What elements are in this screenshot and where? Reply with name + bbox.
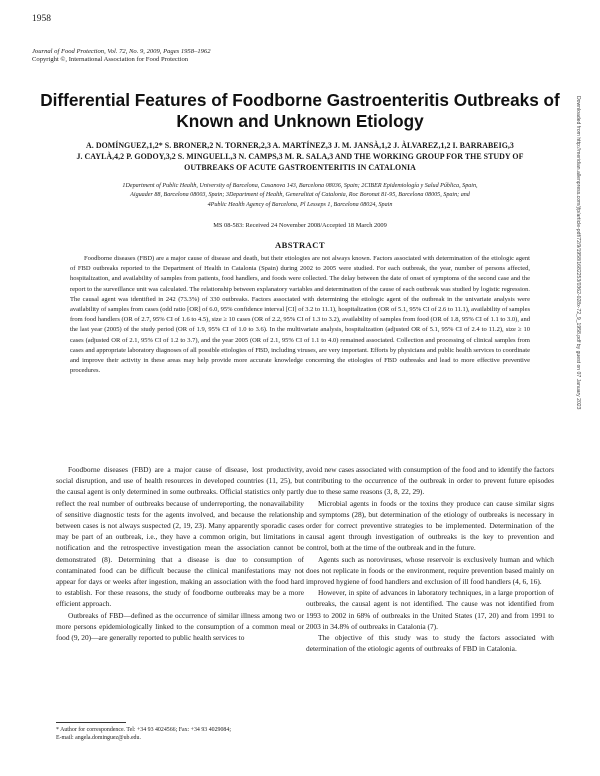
authors-line-3: OUTBREAKS OF ACUTE GASTROENTERITIS IN CATALONIA <box>184 163 416 172</box>
affiliation-line-1: 1Department of Public Health, University of Barcelona, Casanova 143, Barcelona 08036, Spain; 2CIBER Epidemiología y Salud Pública, Spain, <box>122 183 478 189</box>
body-paragraph: avoid new cases associated with consumption of the food and to identify the factors contributing to the occurrence of the outbreak in order to prevent future episodes due to these same reasons (3, 8, 22, 29). <box>306 465 554 497</box>
affiliation-line-3: 4Public Health Agency of Barcelona, Pl Lesseps 1, Barcelona 08024, Spain <box>207 201 393 208</box>
body-paragraph: Foodborne diseases (FBD) are a major cause of disease, lost productivity, social disruption, and use of health resources in developed countries (11, 25), but the causal agent is only determined in some outbreaks. Official statistics only partly reflect the real number of outbreaks because of underreporting, the nonavailability of sensitive diagnostic tests for the agents involved, and because the relationship between cases is not always suspected (2, 19, 23). Many apparently sporadic cases may be part of an outbreak, i.e., they have a common origin, but limitations in notification and the retrospective investigation mean the association cannot be demonstrated (8). Determining that a disease is due to consumption of contaminated food can be difficult because the clinical manifestations may not appear for days or weeks after ingestion, making an association with the food hard to establish. For these reasons, the study of foodborne outbreaks may be a more efficient approach. <box>56 465 304 609</box>
page-number: 1958 <box>32 14 51 24</box>
copyright-line: Copyright ©, International Association for Food Protection <box>32 56 189 64</box>
abstract-heading: ABSTRACT <box>275 240 325 250</box>
manuscript-dates: MS 08-583: Received 24 November 2008/Accepted 18 March 2009 <box>213 222 387 229</box>
correspondence-footnote <box>56 726 304 743</box>
abstract-text: Foodborne diseases (FBD) are a major cause of disease and death, but their etiologies are not always known. Factors associated with determination of the etiologic agent of FBD outbreaks reported to the Department of Health in Catalonia (Spain) during 2002 to 2005 were studied. For each outbreak, the year, number of persons affected, hospitalization, and availability of samples from patients, food handlers, and foods were collected. The delay between the date of onset of symptoms of the second case and the report to the surveillance unit was calculated. The relationship between explanatory variables and determination of the cause of each outbreak was studied by logistic regression. The causal agent was identified in 242 (73.3%) of 330 outbreaks. Factors associated with determining the etiologic agent of the outbreak in the univariate analysis were availability of samples from cases (odd ratio [OR] of 6.0, 95% confidence interval [CI] of 3.2 to 11.1), hospitalization (OR of 5.1, 95% CI of 2.6 to 11.1), availability of samples from food handlers (OR of 2.7, 95% CI of 1.6 to 4.5), size ≥ 10 cases (OR of 2.2, 95% CI of 1.3 to 3.2), availability of samples from food (OR of 1.8, 95% CI of 1.1 to 3.0), and the last year (2005) of the study period (OR of 1.9, 95% CI of 1.0 to 3.6). In the multivariate analysis, hospitalization (adjusted OR of 5.1, 95% CI of 2.4 to 11.2), size ≥ 10 cases (adjusted OR of 2.1, 95% CI of 1.2 to 3.7), and the year 2005 (OR of 2.1, 95% CI of 1.1 to 4.0) remained associated. Collection and processing of clinical samples from cases and appropriate laboratory diagnoses of all possible etiologies of FBD, including viruses, are very important. Efforts by physicians and public health services to coordinate and improve their activity in these areas may help provide more accurate knowledge concerning the etiologies of FBD outbreaks and lead to more effective preventive procedures. <box>70 255 530 375</box>
affiliations <box>48 182 552 210</box>
body-paragraph: Outbreaks of FBD—defined as the occurrence of similar illness among two or more persons epidemiologically linked to the consumption of a common meal or food (9, 20)—are generally reported to public health services to <box>56 610 304 643</box>
affiliation-line-2: Aiguader 88, Barcelona 08003, Spain; 3Department of Health, Generalitat of Catalonia, Roc Boronat 81-95, Barcelona 08005, Spain; and <box>130 192 470 199</box>
journal-line: Journal of Food Protection, Vol. 72, No. 9, 2009, Pages 1958–1962 <box>32 48 211 55</box>
title-line-2: Known and Unknown Etiology <box>176 111 424 131</box>
footnote-line-2: E-mail: angela.dominguez@ub.edu. <box>56 735 141 742</box>
authors-line-2: J. CAYLÀ,4,2 P. GODOY,3,2 S. MINGUELL,3 N. CAMPS,3 M. R. SALA,3 AND THE WORKING GROUP FOR THE STUDY OF <box>76 152 524 161</box>
author-list <box>40 140 560 173</box>
body-paragraph: Microbial agents in foods or the toxins they produce can cause similar signs and symptoms (28), but determination of the etiology of outbreaks is necessary in order for correct preventive strategies to be implemented. Determination of the causal agent through investigation of outbreaks is the key to prevention and control, both at the time of the outbreak and in the future. <box>306 498 554 553</box>
footnote-line-1: * Author for correspondence. Tel: +34 93 4024566; Fax: +34 93 4029084; <box>56 727 231 733</box>
body-paragraph: The objective of this study was to study the factors associated with determination of the etiologic agents of outbreaks of FBD in Catalonia. <box>306 633 554 654</box>
body-paragraph: However, in spite of advances in laboratory techniques, in a large proportion of outbreaks, the causal agent is not identified. The cause was not identified from 1993 to 2002 in 68% of outbreaks in the United States (17, 20) and from 1991 to 2003 in 34.8% of outbreaks in Catalonia (7). <box>306 588 554 631</box>
body-column-left <box>56 464 304 643</box>
authors-line-1: A. DOMÍNGUEZ,1,2* S. BRONER,2 N. TORNER,2,3 A. MARTÍNEZ,3 J. M. JANSÀ,1,2 J. ÀLVAREZ,1,2 I. BARRABEIG,3 <box>86 141 514 150</box>
body-column-right <box>306 464 554 654</box>
footnote-divider <box>56 722 126 723</box>
title-line-1: Differential Features of Foodborne Gastroenteritis Outbreaks of <box>40 90 560 110</box>
download-watermark: Downloaded from http://meridian.allenpress.com/jfp/article-pdf/72/9/1958/1682253/0362-028x-72_9_1958.pdf by guest on 07 January 2023 <box>575 96 581 410</box>
journal-citation <box>32 48 211 65</box>
body-paragraph: Agents such as noroviruses, whose reservoir is exclusively human and which does not replicate in foods or the environment, require prevention based mainly on improved hygiene of food handlers and exclusion of ill food handlers (4, 6, 16). <box>306 554 554 587</box>
article-title <box>40 90 560 132</box>
